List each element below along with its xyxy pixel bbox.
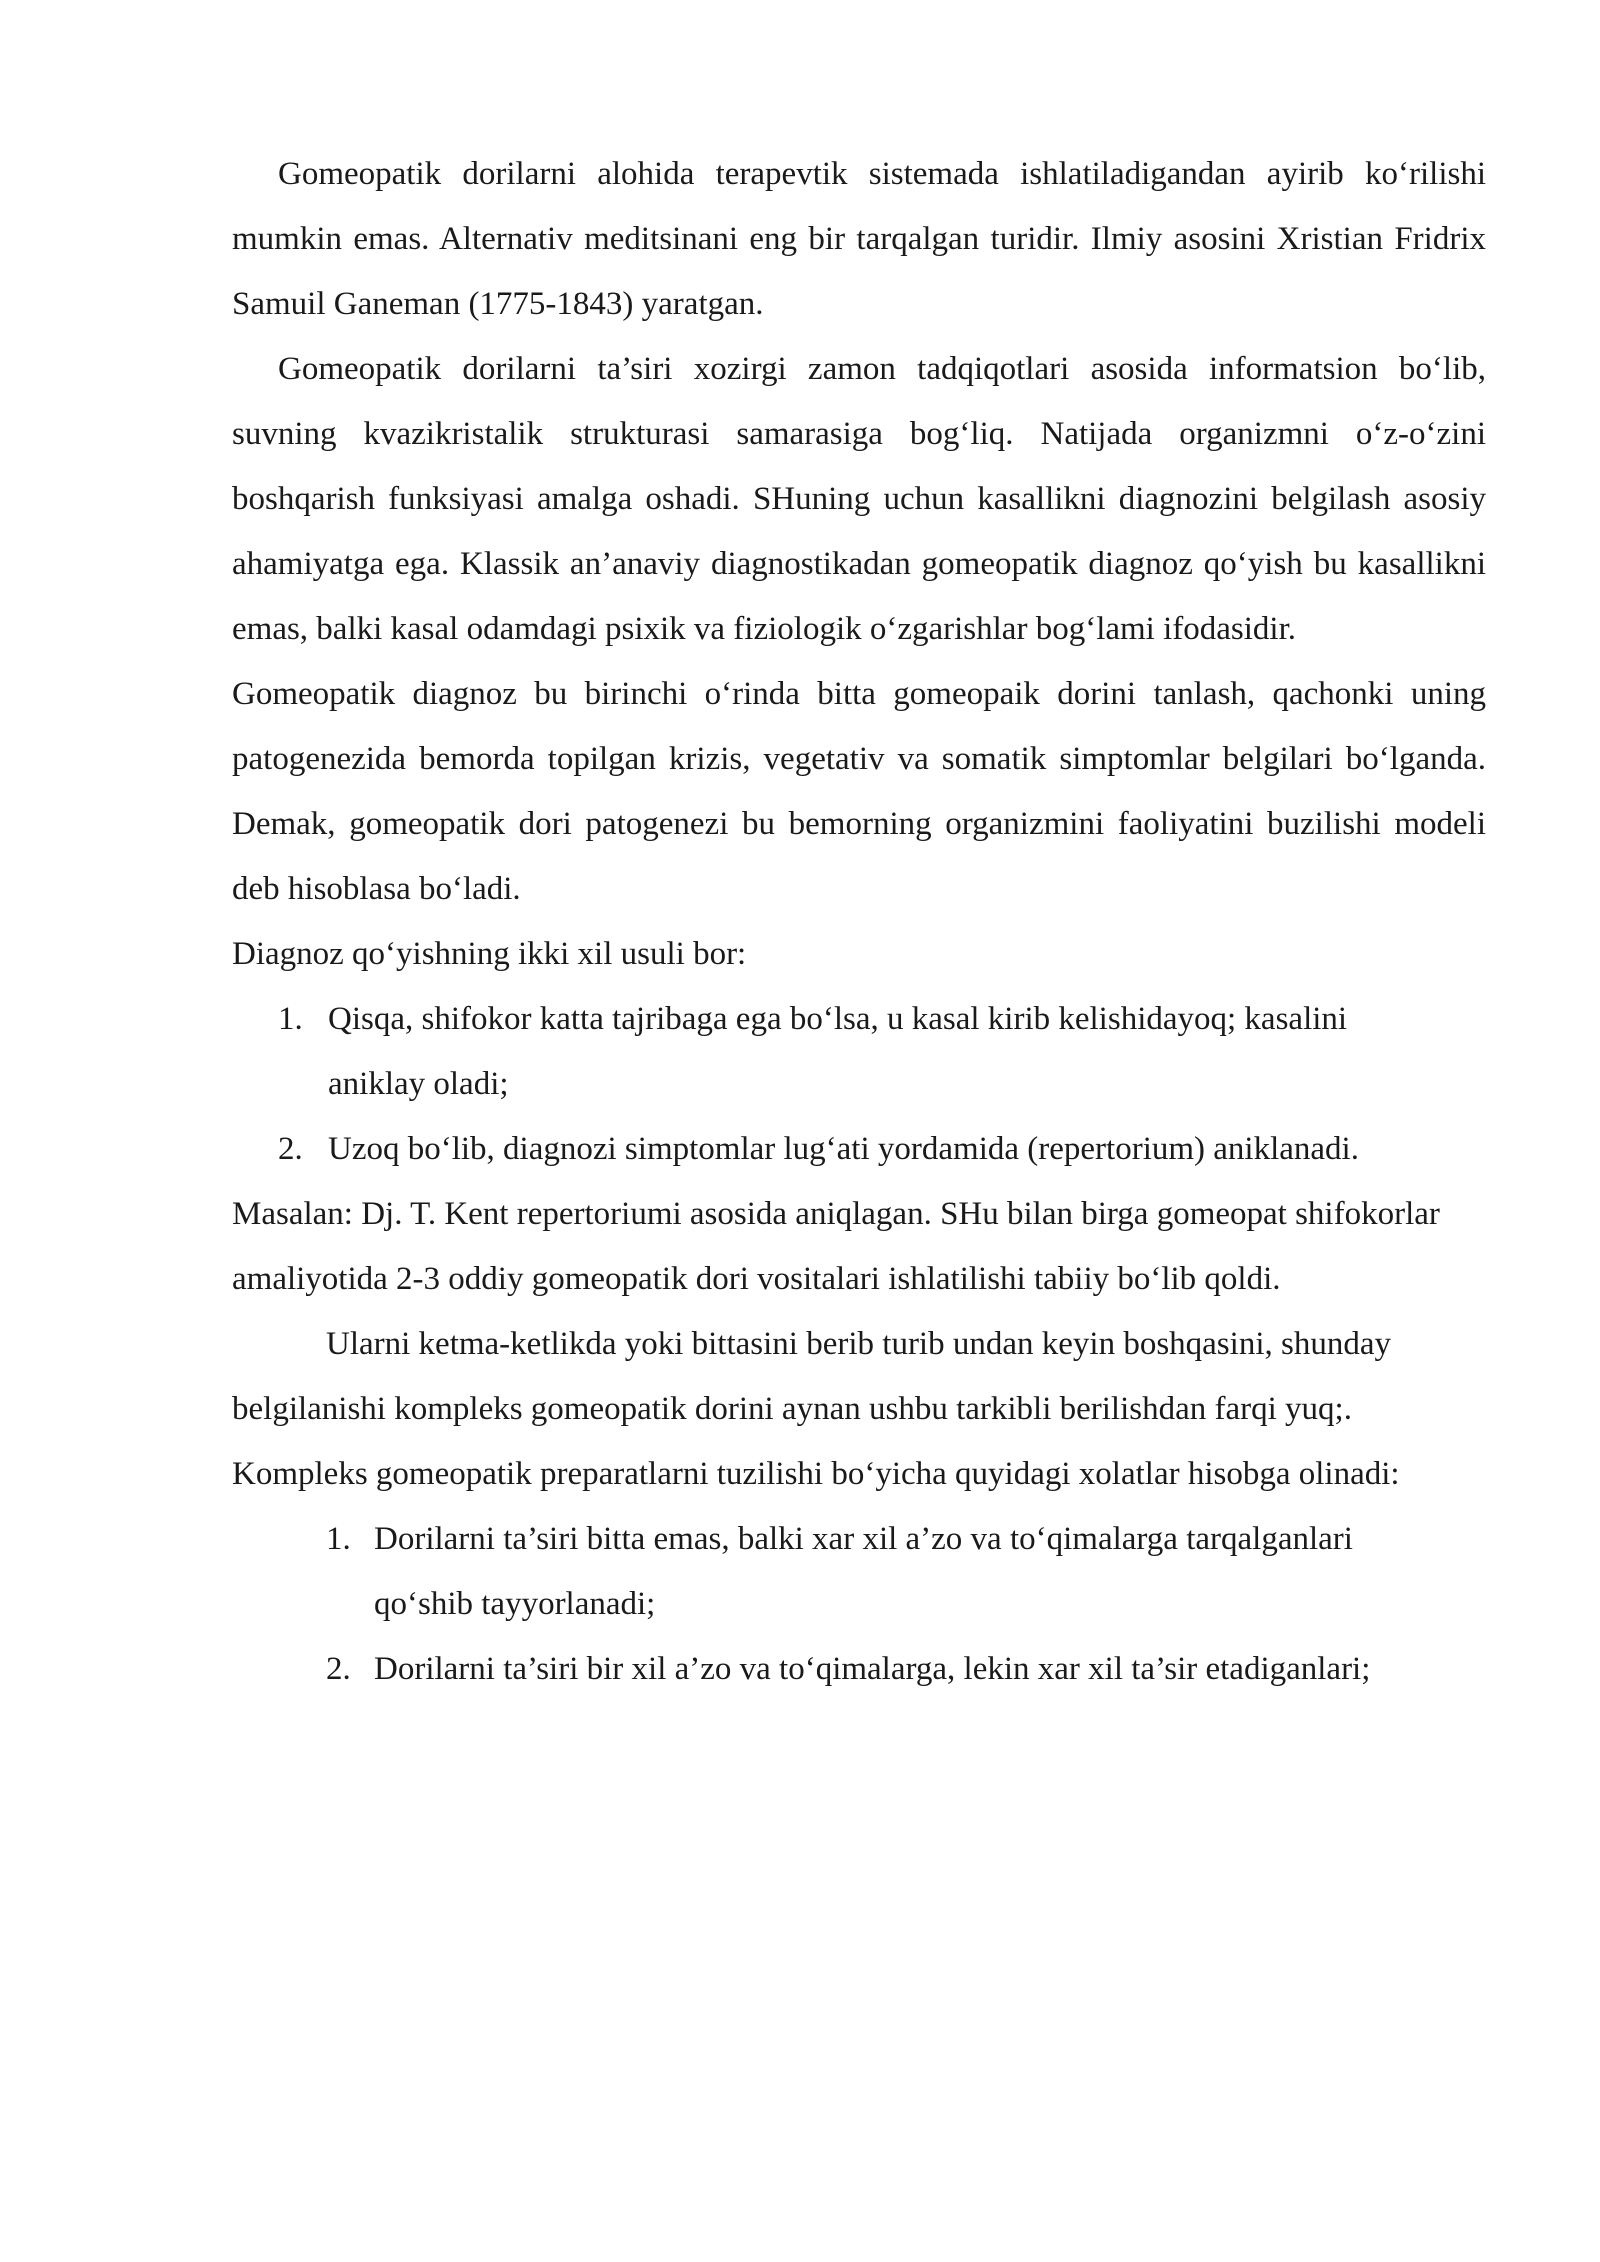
list-item-number: 2. (326, 1651, 351, 1687)
paragraph-3: Gomeopatik diagnoz bu birinchi o‘rinda bitta gomeopaik dorini tanlash, qachonki uning patogenezida bemorda topilgan krizis, vegetativ va somatik simptomlar belgilari bo‘lganda. Demak, gomeopatik dori patogenezi bu bemorning organizmini faoliyatini buzilishi modeli deb hisoblasa bo‘ladi. (232, 676, 1486, 907)
paragraph-7: Kompleks gomeopatik preparatlarni tuzilishi bo‘yicha quyidagi xolatlar hisobga olinadi: (232, 1456, 1400, 1492)
diagnosis-methods-list (232, 987, 1486, 1182)
paragraph-4: Diagnoz qo‘yishning ikki xil usuli bor: (232, 936, 747, 972)
paragraph-2: Gomeopatik dorilarni ta’siri xozirgi zamon tadqiqotlari asosida informatsion bo‘lib, suvning kvazikristalik strukturasi samarasiga bog‘liq. Natijada organizmni o‘z-o‘zini boshqarish funksiyasi amalga oshadi. SHuning uchun kasallikni diagnozini belgilash asosiy ahamiyatga ega. Klassik an’anaviy diagnostikadan gomeopatik diagnoz qo‘yish bu kasallikni emas, balki kasal odamdagi psixik va fiziologik o‘zgarishlar bog‘lami ifodasidir. (232, 351, 1486, 647)
list-item (232, 1507, 1486, 1637)
list-item-number: 1. (278, 1001, 303, 1037)
complex-preparations-list (232, 1507, 1486, 1702)
paragraph-1: Gomeopatik dorilarni alohida terapevtik sistemada ishlatiladigandan ayirib ko‘rilishi mumkin emas. Alternativ meditsinani eng bir tarqalgan turidir. Ilmiy asosini Xristian Fridrix Samuil Ganeman (1775-1843) yaratgan. (232, 156, 1486, 322)
list-item-text: Qisqa, shifokor katta tajribaga ega bo‘lsa, u kasal kirib kelishidayoq; kasalini aniklay oladi; (328, 1001, 1348, 1102)
paragraph-6: Ularni ketma-ketlikda yoki bittasini berib turib undan keyin boshqasini, shunday belgilanishi kompleks gomeopatik dorini aynan ushbu tarkibli berilishdan farqi yuq;. (232, 1326, 1391, 1427)
list-item-text: Dorilarni ta’siri bitta emas, balki xar xil a’zo va to‘qimalarga tarqalganlari qo‘shib tayyorlanadi; (374, 1521, 1353, 1622)
list-item-text: Dorilarni ta’siri bir xil a’zo va to‘qimalarga, lekin xar xil ta’sir etadiganlari; (374, 1651, 1371, 1687)
list-item (232, 987, 1486, 1117)
list-item (232, 1637, 1486, 1702)
list-item-number: 1. (326, 1521, 351, 1557)
list-item-text: Uzoq bo‘lib, diagnozi simptomlar lug‘ati yordamida (repertorium) aniklanadi. (328, 1131, 1359, 1167)
list-item-number: 2. (278, 1131, 303, 1167)
paragraph-5: Masalan: Dj. T. Kent repertoriumi asosida aniqlagan. SHu bilan birga gomeopat shifokorlar amaliyotida 2-3 oddiy gomeopatik dori vositalari ishlatilishi tabiiy bo‘lib qoldi. (232, 1196, 1440, 1297)
document-page (232, 142, 1486, 1702)
list-item (232, 1117, 1486, 1182)
